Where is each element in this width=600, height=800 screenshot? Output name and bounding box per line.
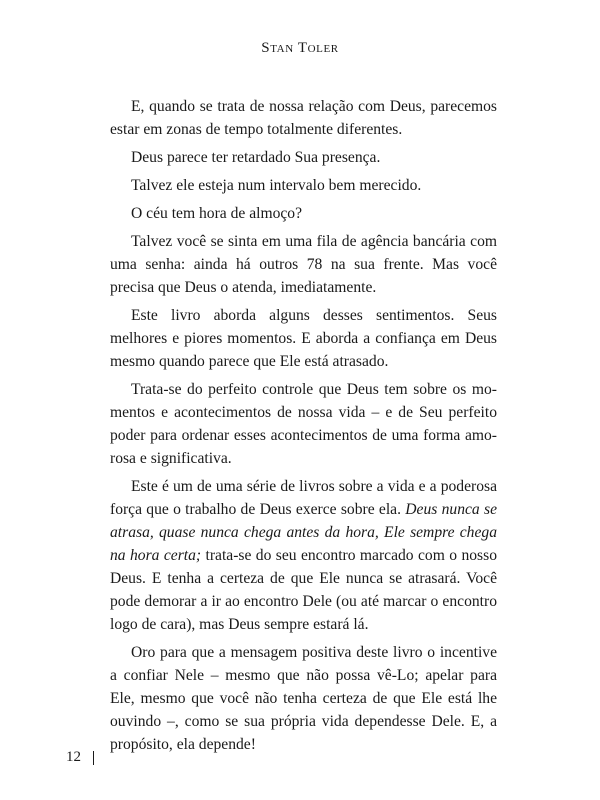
italic-quote: Deus nunca se atrasa, quase nunca chega antes da hora, Ele sempre chega na hora certa;	[110, 501, 497, 564]
page-number: 12	[66, 749, 81, 765]
paragraph-text: Este é um de uma série de livros sobre a vida e a poderosa força que o trabalho de Deus exerce sobre ela.	[110, 478, 497, 518]
paragraph: Trata-se do perfeito controle que Deus tem sobre os momentos e acontecimentos de nossa vida – e de Seu perfeito poder para ordenar esses acontecimentos de uma forma amorosa e significativa.	[110, 381, 497, 467]
paragraph: Oro para que a mensagem positiva deste livro o incentive a confiar Nele – mesmo que não possa vê-Lo; apelar para Ele, mesmo que você não tenha certeza de que Ele está lhe ouvindo –, como se sua própria vida dependesse Dele. E, a propósito, ela depende!	[110, 644, 497, 753]
paragraph	[110, 475, 497, 636]
paragraph: Deus parece ter retardado Sua presença.	[131, 149, 381, 166]
paragraph: E, quando se trata de nossa relação com Deus, parecemos estar em zonas de tempo totalmente diferentes.	[110, 98, 497, 138]
paragraph: Este livro aborda alguns desses sentimentos. Seus melhores e piores momentos. E aborda a confiança em Deus mesmo quando parece que Ele está atrasado.	[110, 307, 497, 370]
page-footer	[66, 749, 94, 766]
body-text	[110, 95, 497, 761]
paragraph: Talvez ele esteja num intervalo bem merecido.	[131, 177, 422, 194]
paragraph-text: trata-se do seu encontro marcado com o nosso Deus. E tenha a certeza de que Ele nunca se atrasará. Você pode demorar a ir ao encontro Dele (ou até marcar o encontro logo de cara), mas Deus sempre estará lá.	[110, 547, 497, 633]
running-head: Stan Toler	[261, 40, 339, 56]
paragraph: O céu tem hora de almoço?	[131, 205, 303, 222]
folio-divider	[93, 751, 94, 765]
paragraph: Talvez você se sinta em uma fila de agência bancária com uma senha: ainda há outros 78 na sua frente. Mas você precisa que Deus o atenda, imediatamente.	[110, 233, 497, 296]
